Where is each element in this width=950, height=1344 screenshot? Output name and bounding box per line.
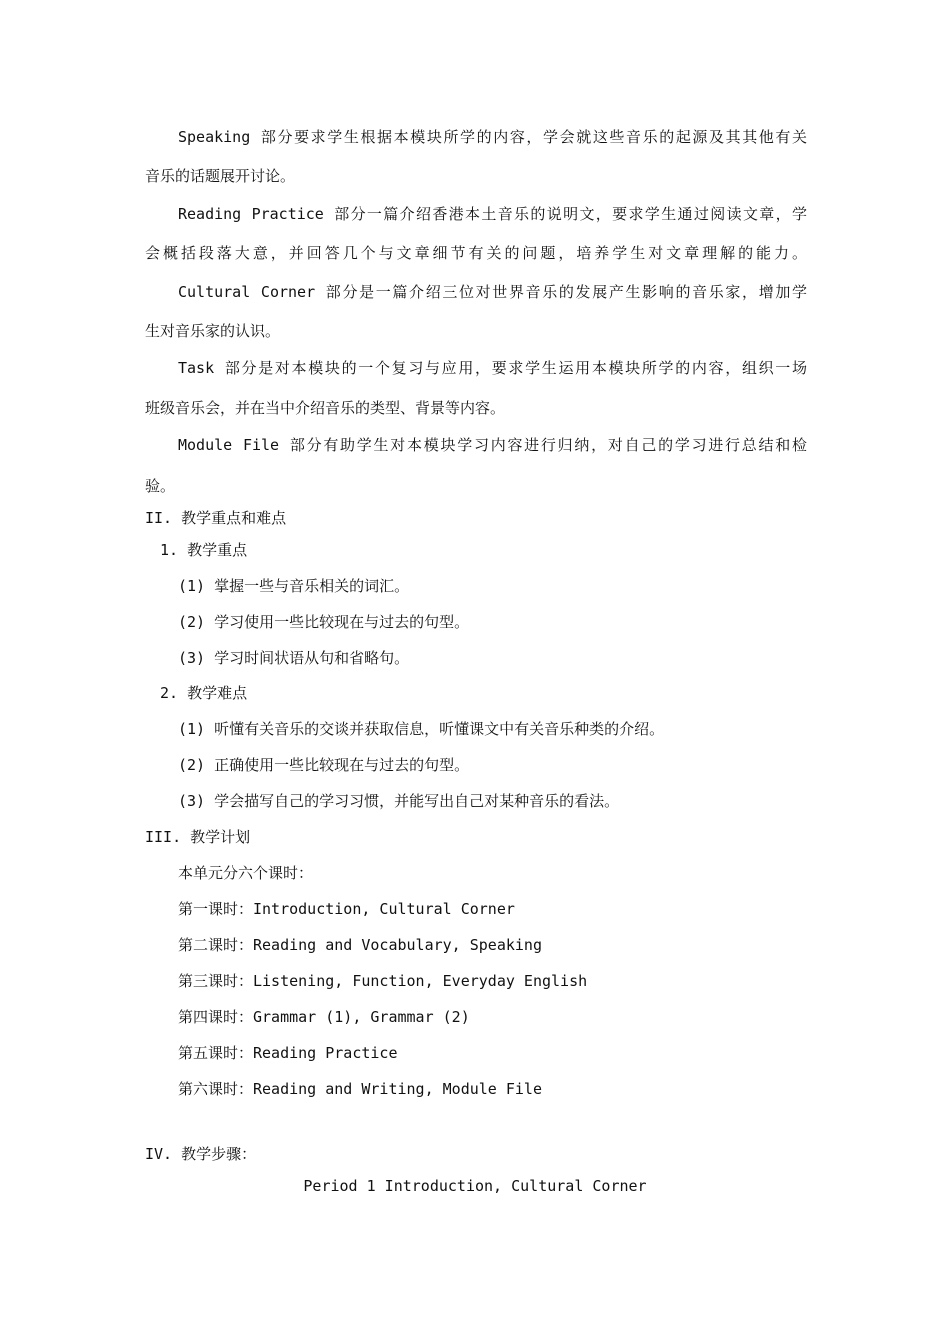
speaking-paragraph-line-2: 音乐的话题展开讨论。: [145, 167, 296, 185]
period-plan-5: 第五课时：Reading Practice: [178, 1044, 398, 1062]
section-2-heading: II. 教学重点和难点: [145, 509, 287, 527]
speaking-paragraph-line-1: Speaking 部分要求学生根据本模块所学的内容，学会就这些音乐的起源及其其他有关: [178, 128, 807, 146]
reading-practice-paragraph-line-1: Reading Practice 部分一篇介绍香港本土音乐的说明文，要求学生通过阅读文章，学: [178, 205, 807, 223]
period-plan-1: 第一课时：Introduction, Cultural Corner: [178, 900, 515, 918]
focus-heading: 1. 教学重点: [160, 541, 248, 559]
section-4-heading: IV. 教学步骤：: [145, 1145, 257, 1163]
reading-practice-paragraph-line-2: 会概括段落大意，并回答几个与文章细节有关的问题，培养学生对文章理解的能力。: [145, 244, 807, 262]
difficulty-item-2: (2) 正确使用一些比较现在与过去的句型。: [178, 756, 470, 774]
cultural-corner-paragraph-line-2: 生对音乐家的认识。: [145, 322, 281, 340]
difficulty-item-1: (1) 听懂有关音乐的交谈并获取信息，听懂课文中有关音乐种类的介绍。: [178, 720, 665, 738]
period-plan-2: 第二课时：Reading and Vocabulary, Speaking: [178, 936, 542, 954]
section-3-heading: III. 教学计划: [145, 828, 251, 846]
period-plan-3: 第三课时：Listening, Function, Everyday English: [178, 972, 588, 990]
difficulty-heading: 2. 教学难点: [160, 684, 248, 702]
focus-item-2: (2) 学习使用一些比较现在与过去的句型。: [178, 613, 470, 631]
focus-item-1: (1) 掌握一些与音乐相关的词汇。: [178, 577, 410, 595]
module-file-paragraph-line-2: 验。: [145, 477, 176, 495]
plan-intro: 本单元分六个课时：: [178, 864, 314, 882]
task-paragraph-line-2: 班级音乐会，并在当中介绍音乐的类型、背景等内容。: [145, 399, 506, 417]
period-1-title: Period 1 Introduction, Cultural Corner: [303, 1177, 647, 1195]
period-plan-6: 第六课时：Reading and Writing, Module File: [178, 1080, 542, 1098]
difficulty-item-3: (3) 学会描写自己的学习习惯，并能写出自己对某种音乐的看法。: [178, 792, 620, 810]
focus-item-3: (3) 学习时间状语从句和省略句。: [178, 649, 410, 667]
period-plan-4: 第四课时：Grammar (1), Grammar (2): [178, 1008, 470, 1026]
cultural-corner-paragraph-line-1: Cultural Corner 部分是一篇介绍三位对世界音乐的发展产生影响的音乐家，增加学: [178, 283, 807, 301]
task-paragraph-line-1: Task 部分是对本模块的一个复习与应用，要求学生运用本模块所学的内容，组织一场: [178, 359, 807, 377]
module-file-paragraph-line-1: Module File 部分有助学生对本模块学习内容进行归纳，对自己的学习进行总结和检: [178, 436, 807, 454]
